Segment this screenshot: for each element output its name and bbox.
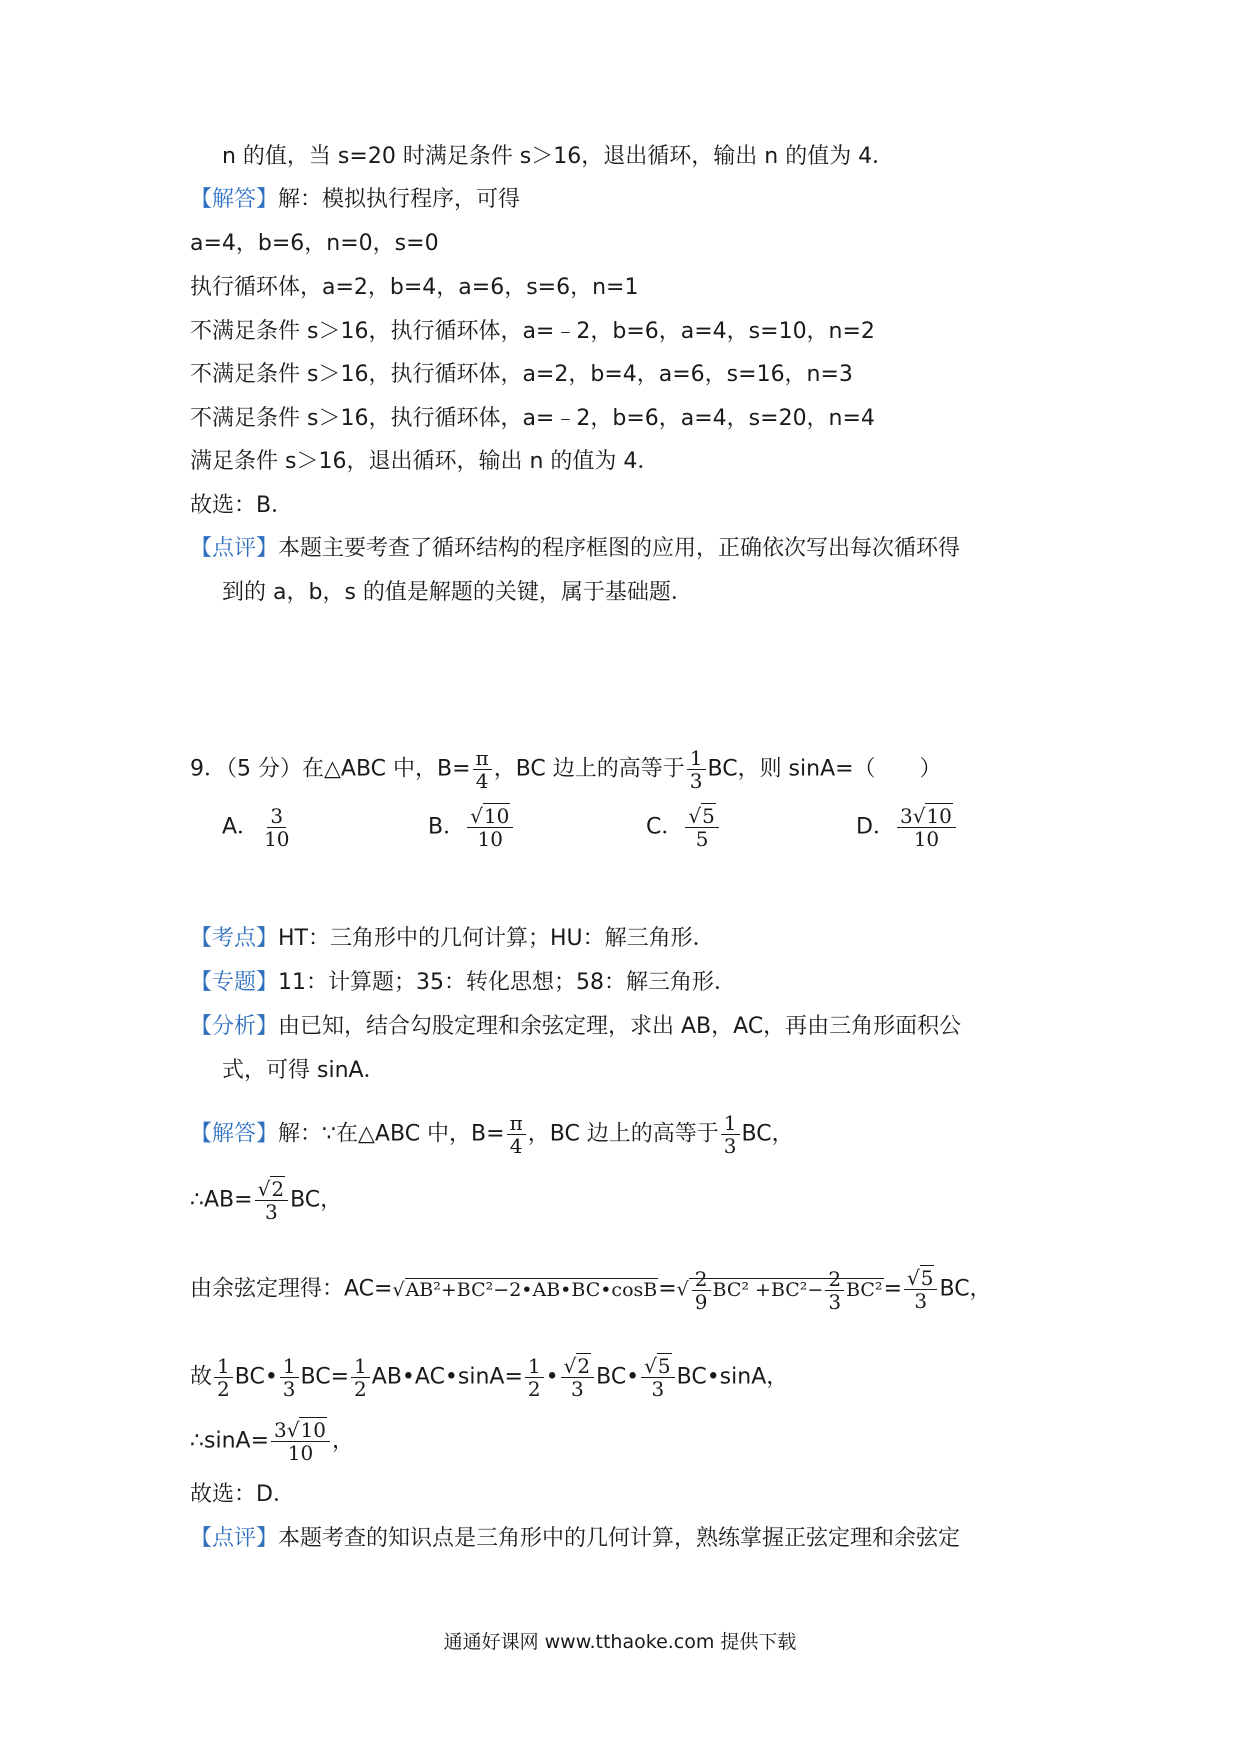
sol-text: BC， [290, 1187, 343, 1213]
frac-num: 1 [214, 1355, 233, 1378]
sol-text: BC， [741, 1121, 794, 1147]
rad-text: BC² [846, 1278, 883, 1301]
solution-tag: 【解答】 [190, 187, 279, 212]
zhuanti-text: 11：计算题；35：转化思想；58：解三角形． [278, 970, 736, 995]
comment8-line1 [190, 534, 960, 564]
frac-den: 10 [287, 1441, 314, 1465]
coefficient: 3 [274, 1418, 287, 1442]
radicand: 5 [657, 1354, 671, 1378]
fraction-sqrt5-over-3 [904, 1267, 937, 1312]
option-letter: C． [646, 814, 684, 840]
sqrt-sign: √2 [257, 1177, 285, 1201]
option-fraction [685, 805, 718, 850]
radicand: 10 [483, 804, 510, 828]
radicand: 5 [920, 1266, 934, 1290]
step-line: 满足条件 s＞16，退出循环，输出 n 的值为 4． [190, 449, 660, 474]
sol-text: 故 [190, 1364, 213, 1390]
area-line [190, 1355, 788, 1400]
sol-text: 由余弦定理得：AC= [190, 1276, 393, 1302]
fenxi-line2: 式，可得 sinA． [222, 1058, 386, 1083]
fenxi-line1 [190, 1012, 961, 1042]
answer8: 故选：B． [190, 493, 294, 518]
frac-num: 1 [280, 1355, 299, 1378]
frac-num: 2 [692, 1268, 711, 1291]
frac-num: π [473, 747, 492, 770]
frac-num [897, 805, 956, 828]
fraction-pi-over-4 [507, 1112, 526, 1157]
frac-den: 3 [828, 1290, 842, 1314]
fenxi-text: 由已知，结合勾股定理和余弦定理，求出 AB，AC，再由三角形面积公 [278, 1014, 962, 1039]
radicand: 2 [577, 1354, 591, 1378]
stem-text: 9．（5 分）在△ABC 中，B= [190, 756, 471, 782]
kaodian-text: HT：三角形中的几何计算；HU：解三角形． [278, 926, 715, 951]
ac-line [190, 1267, 992, 1313]
sqrt-sign: √5 [644, 1354, 671, 1378]
frac-den: 9 [694, 1290, 708, 1314]
fraction-half [351, 1355, 370, 1400]
frac-num: 1 [525, 1355, 544, 1378]
sol-text: ∴sinA= [190, 1428, 269, 1454]
option-c [646, 805, 721, 850]
frac-num: 2 [825, 1268, 844, 1291]
comment9-line [190, 1524, 960, 1554]
frac-den: 2 [217, 1377, 230, 1401]
comment-tag: 【点评】 [190, 1526, 279, 1551]
sqrt-sign: √ $\frac{2}{9}$ BC² +BC²− $\frac{2}{3}$ BC² [676, 1267, 883, 1314]
zhuanti-tag: 【专题】 [190, 970, 279, 995]
sqrt-sign: √10 [912, 804, 952, 828]
sol-text: BC•sinA， [676, 1364, 789, 1390]
frac-den: 2 [354, 1377, 367, 1401]
option-letter: B． [428, 814, 466, 840]
sol-text: ， [331, 1428, 354, 1454]
frac-num: π [507, 1112, 526, 1135]
rad-text: BC² +BC²− [712, 1278, 824, 1301]
option-a [222, 805, 295, 850]
step-line: 不满足条件 s＞16，执行循环体，a=2，b=4，a=6，s=16，n=3 [190, 362, 853, 387]
answer9: 故选：D． [190, 1482, 295, 1507]
sqrt-sign: √5 [907, 1266, 934, 1290]
frac-num [561, 1355, 594, 1378]
zhuanti-line [190, 968, 736, 998]
sol-text: BC• [596, 1364, 640, 1390]
step-line: 执行循环体，a=2，b=4，a=6，s=6，n=1 [190, 275, 639, 300]
equals: = [883, 1276, 902, 1302]
frac-num [255, 1178, 288, 1201]
fenxi-tag: 【分析】 [190, 1014, 279, 1039]
coefficient: 3 [899, 804, 913, 828]
option-fraction [897, 805, 956, 850]
stem-text: BC，则 sinA=（ ） [707, 756, 942, 782]
frac-num: 1 [721, 1112, 740, 1135]
sol-text: BC• [234, 1364, 278, 1390]
frac-den: 3 [264, 1200, 278, 1224]
radicand: AB²+BC²−2•AB•BC•cosB [405, 1278, 658, 1301]
sol-text: ∴AB= [190, 1187, 253, 1213]
fraction-one-third [721, 1112, 740, 1157]
frac-den: 3 [723, 1134, 737, 1158]
step-line: 不满足条件 s＞16，执行循环体，a=﹣2，b=6，a=4，s=10，n=2 [190, 319, 875, 344]
frac-num: 3 [267, 805, 286, 828]
comment-tag: 【点评】 [190, 536, 279, 561]
fraction-sqrt2-over-3 [255, 1178, 288, 1223]
frac-den: 10 [477, 827, 503, 851]
option-letter: A． [222, 814, 260, 840]
sqrt-sign: √AB²+BC²−2•AB•BC•cosB [392, 1278, 658, 1301]
comment9-text: 本题考查的知识点是三角形中的几何计算，熟练掌握正弦定理和余弦定 [278, 1526, 961, 1551]
frac-den: 10 [913, 827, 940, 851]
fraction-two-ninths [692, 1268, 711, 1313]
equals: = [658, 1276, 677, 1302]
frac-den: 4 [475, 769, 489, 793]
kaodian-line [190, 924, 715, 954]
radicand [689, 1267, 884, 1314]
solution-intro: 解：模拟执行程序，可得 [278, 187, 521, 212]
fraction-sqrt5-over-3 [641, 1355, 674, 1400]
fraction-sqrt2-over-3 [561, 1355, 594, 1400]
option-d [856, 805, 958, 850]
sqrt-sign: √5 [688, 804, 715, 828]
sqrt-sign: √10 [470, 804, 510, 828]
frac-den: 3 [282, 1377, 296, 1401]
frac-num: 1 [687, 747, 706, 770]
frac-den: 10 [264, 827, 290, 851]
solution8-header [190, 185, 520, 215]
sol-text: BC， [939, 1276, 992, 1302]
option-fraction [261, 805, 292, 850]
frac-den: 5 [695, 827, 709, 851]
sol-text: AB•AC•sinA= [371, 1364, 523, 1390]
analysis-end-line: n 的值，当 s=20 时满足条件 s＞16，退出循环，输出 n 的值为 4． [222, 144, 895, 169]
fraction-two-thirds [825, 1268, 844, 1313]
frac-num [685, 805, 718, 828]
radicand: 10 [926, 804, 952, 828]
frac-den: 2 [527, 1377, 541, 1401]
ab-line [190, 1178, 342, 1223]
stem-text: ，BC 边上的高等于 [493, 756, 685, 782]
frac-num [904, 1267, 937, 1290]
sqrt-sign: √10 [286, 1418, 326, 1442]
step-line: 不满足条件 s＞16，执行循环体，a=﹣2，b=6，a=4，s=20，n=4 [190, 406, 875, 431]
frac-den: 4 [509, 1134, 523, 1158]
comment8-line2: 到的 a，b，s 的值是解题的关键，属于基础题． [222, 580, 693, 605]
step-line: a=4，b=6，n=0，s=0 [190, 231, 439, 256]
sqrt-sign: √2 [563, 1354, 591, 1378]
kaodian-tag: 【考点】 [190, 926, 279, 951]
frac-den: 3 [689, 769, 703, 793]
radicand: 5 [702, 804, 715, 828]
frac-den: 3 [571, 1377, 584, 1401]
frac-num [641, 1355, 674, 1378]
footer: 通通好课网 www.tthaoke.com 提供下载 [443, 1631, 797, 1653]
fraction-pi-over-4 [473, 747, 492, 792]
comment8-text: 本题主要考查了循环结构的程序框图的应用，正确依次写出每次循环得 [278, 536, 961, 561]
frac-num [467, 805, 513, 828]
option-fraction [467, 805, 513, 850]
frac-den: 3 [651, 1377, 665, 1401]
sol-text: 解：∵在△ABC 中，B= [278, 1121, 505, 1147]
fraction-half [214, 1355, 233, 1400]
option-b [428, 805, 515, 850]
frac-num: 1 [351, 1355, 370, 1378]
solution-tag: 【解答】 [190, 1121, 279, 1147]
fraction-half [525, 1355, 544, 1400]
sol-text: BC= [300, 1364, 350, 1390]
radicand: 10 [300, 1418, 326, 1442]
question9-stem [190, 747, 942, 792]
sol-text: ，BC 边上的高等于 [527, 1121, 719, 1147]
sina-line [190, 1419, 354, 1464]
option-letter: D． [856, 814, 895, 840]
solution9-line1 [190, 1112, 794, 1157]
frac-num [271, 1419, 330, 1442]
fraction-one-third [687, 747, 706, 792]
fraction-3sqrt10-over-10 [271, 1419, 330, 1464]
radicand: 2 [271, 1177, 285, 1201]
frac-den: 3 [914, 1289, 928, 1313]
dot: • [545, 1364, 559, 1390]
fraction-one-third [280, 1355, 299, 1400]
